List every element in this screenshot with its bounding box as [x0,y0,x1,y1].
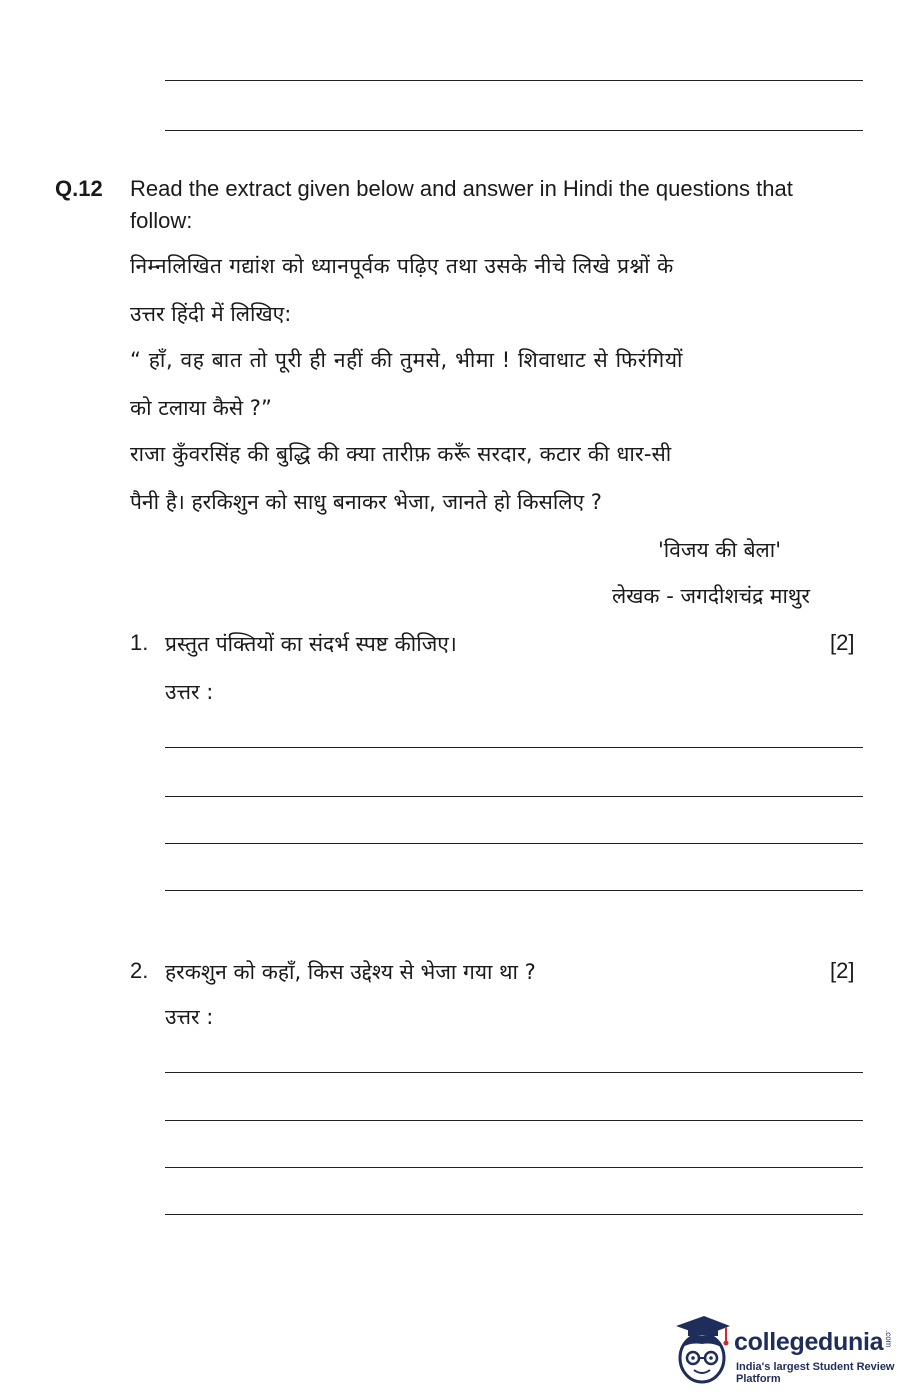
answer-line[interactable] [165,1167,863,1168]
marks-badge: [2] [830,958,855,983]
answer-line[interactable] [165,1072,863,1073]
instruction-hindi: निम्नलिखित गद्यांश को ध्यानपूर्वक पढ़िए तथा उसके नीचे लिखे प्रश्नों के [130,254,674,278]
answer-label: उत्तर : [165,680,214,704]
brand-name: collegedunia [734,1328,884,1356]
answer-label: उत्तर : [165,1005,214,1029]
extract-line: राजा कुँवरसिंह की बुद्धि की क्या तारीफ़ करूँ सरदार, कटार की धार-सी [130,442,672,466]
source-title: 'विजय की बेला' [658,538,782,562]
instruction-english: Read the extract given below and answer in Hindi the questions that [130,176,793,201]
extract-line: को टलाया कैसे ?” [130,396,272,420]
extract-line: “ हाँ, वह बात तो पूरी ही नहीं की तुमसे, भीमा ! शिवाधाट से फिरंगियों [130,348,684,372]
instruction-hindi-cont: उत्तर हिंदी में लिखिए: [130,302,292,326]
sub-question-text: हरकशुन को कहाँ, किस उद्देश्य से भेजा गया था ? [165,960,536,984]
sub-question-text: प्रस्तुत पंक्तियों का संदर्भ स्पष्ट कीजिए। [165,632,457,656]
answer-line[interactable] [165,796,863,797]
answer-line [165,80,863,81]
answer-line[interactable] [165,1120,863,1121]
sub-question-number: 2. [130,958,149,983]
marks-badge: [2] [830,630,855,655]
answer-line[interactable] [165,1214,863,1215]
question-number: Q.12 [55,176,103,201]
sub-question-number: 1. [130,630,149,655]
brand-suffix: .com [884,1330,893,1348]
brand-tagline: India's largest Student Review Platform [736,1361,895,1385]
answer-line[interactable] [165,890,863,891]
answer-line[interactable] [165,843,863,844]
answer-line[interactable] [165,747,863,748]
student-mascot-icon [668,1312,734,1388]
answer-line [165,130,863,131]
extract-line: पैनी है। हरकिशुन को साधु बनाकर भेजा, जानते हो किसलिए ? [130,490,602,514]
source-author: लेखक - जगदीशचंद्र माथुर [612,584,810,608]
instruction-english-cont: follow: [130,208,193,233]
